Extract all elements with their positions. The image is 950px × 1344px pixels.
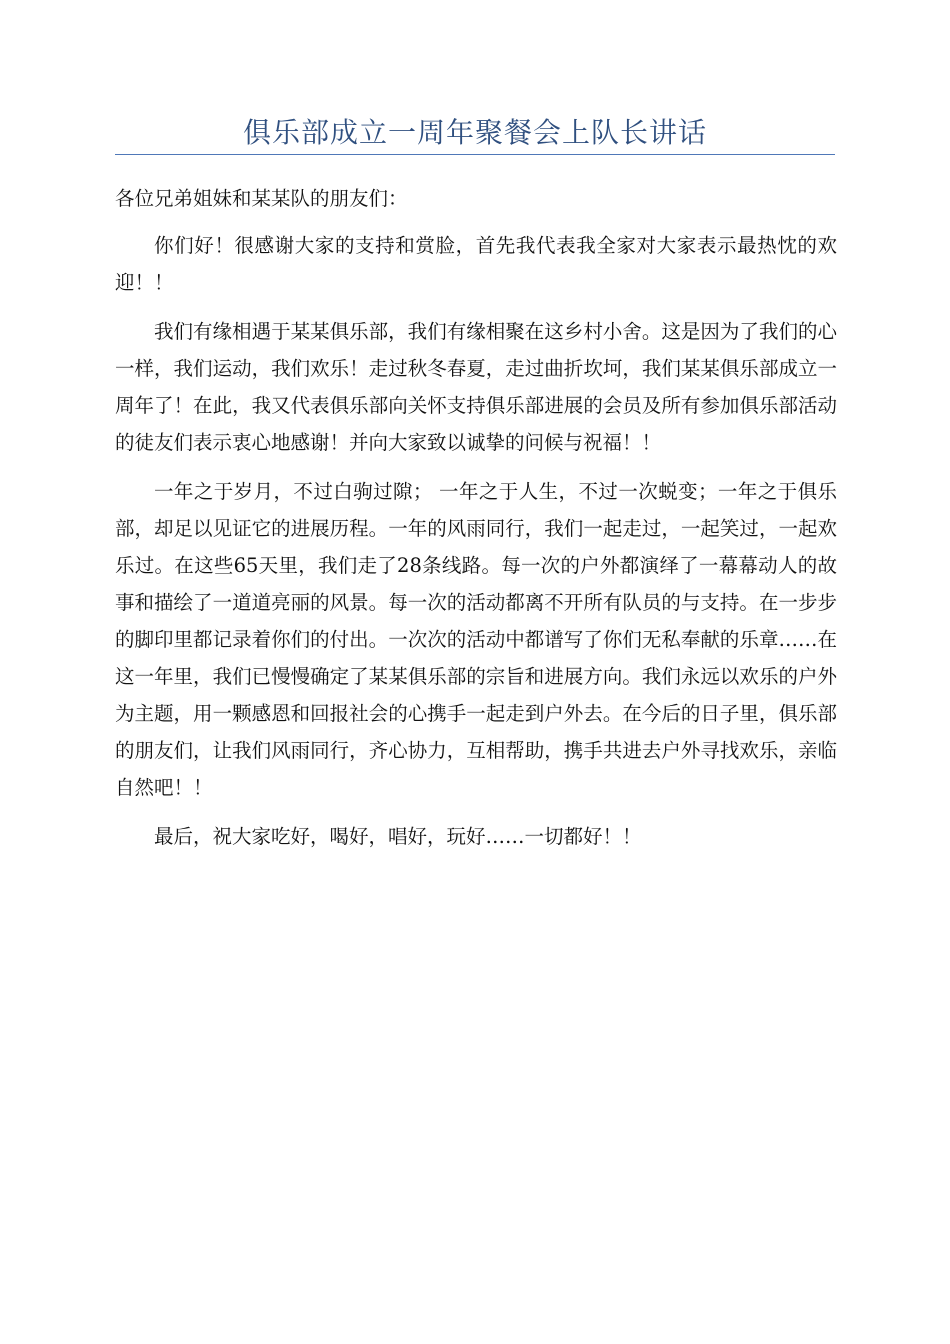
title-underline [115,154,835,155]
document-body [115,180,837,867]
paragraph-welcome: 你们好！很感谢大家的支持和赏脸，首先我代表我全家对大家表示最热忱的欢迎！！ [115,234,837,294]
greeting-line: 各位兄弟姐妹和某某队的朋友们： [115,187,408,210]
paragraph-one-year: 一年之于岁月，不过白驹过隙； 一年之于人生，不过一次蜕变；一年之于俱乐部，却足以见证它的进展历程。一年的风雨同行，我们一起走过，一起笑过，一起欢乐过。在这些65天里，我们走了28条线路。每一次的户外都演绎了一幕幕动人的故事和描绘了一道道亮丽的风景。每一次的活动都离不开所有队员的与支持。在一步步的脚印里都记录着你们的付出。一次次的活动中都谱写了你们无私奉献的乐章……在这一年里，我们已慢慢确定了某某俱乐部的宗旨和进展方向。我们永远以欢乐的户外为主题，用一颗感恩和回报社会的心携手一起走到户外去。在今后的日子里，俱乐部的朋友们，让我们风雨同行，齐心协力，互相帮助，携手共进去户外寻找欢乐，亲临自然吧！！ [115,480,837,799]
paragraph-gathering: 我们有缘相遇于某某俱乐部，我们有缘相聚在这乡村小舍。这是因为了我们的心一样，我们运动，我们欢乐！走过秋冬春夏，走过曲折坎坷，我们某某俱乐部成立一周年了！在此，我又代表俱乐部向关怀支持俱乐部进展的会员及所有参加俱乐部活动的徒友们表示衷心地感谢！并向大家致以诚挚的问候与祝福！！ [115,320,837,454]
document-title: 俱乐部成立一周年聚餐会上队长讲话 [242,116,707,149]
paragraph-closing: 最后，祝大家吃好，喝好，唱好，玩好……一切都好！！ [154,825,642,848]
